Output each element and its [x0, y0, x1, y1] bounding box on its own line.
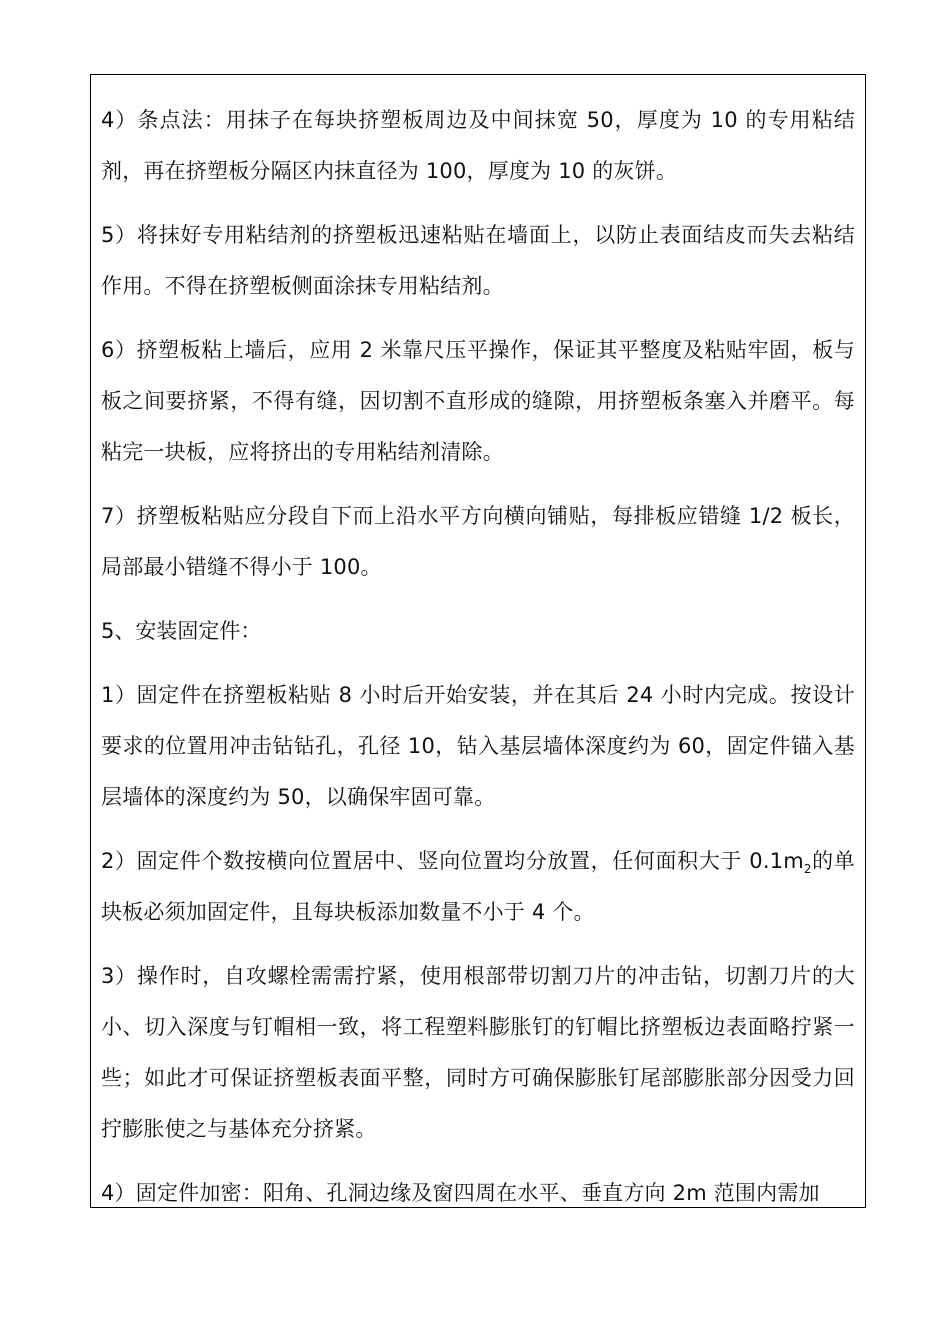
document-body [91, 75, 865, 1208]
paragraph-fastener-4-densify: 4）固定件加密：阳角、孔洞边缘及窗四周在水平、垂直方向 2m 范围内需加 [101, 1181, 820, 1205]
paragraph-step-4-dot-method: 4）条点法：用抹子在每块挤塑板周边及中间抹宽 50，厚度为 10 的专用粘结剂，再在挤塑板分隔区内抹直径为 100，厚度为 10 的灰饼。 [101, 108, 855, 183]
document-frame [90, 74, 866, 1208]
paragraph-step-6-level-board: 6）挤塑板粘上墙后，应用 2 米靠尺压平操作，保证其平整度及粘贴牢固，板与板之间要挤紧，不得有缝，因切割不直形成的缝隙，用挤塑板条塞入并磨平。每粘完一块板，应将挤出的专用粘结剂清除。 [101, 338, 855, 464]
fastener-2-text-part2: 的单块板必须加固定件，且每块板添加数量不小于 4 个。 [101, 849, 855, 924]
paragraph-fastener-1-install-timing: 1）固定件在挤塑板粘贴 8 小时后开始安装，并在其后 24 小时内完成。按设计要求的位置用冲击钻钻孔，孔径 10，钻入基层墙体深度约为 60，固定件锚入基层墙体的深度约为 50，以确保牢固可靠。 [101, 683, 855, 809]
section-heading-install-fasteners: 5、安装固定件： [101, 619, 262, 643]
area-unit-subscript: 2 [803, 862, 812, 877]
paragraph-fastener-3-operation: 3）操作时，自攻螺栓需需拧紧，使用根部带切割刀片的冲击钻，切割刀片的大小、切入深度与钉帽相一致，将工程塑料膨胀钉的钉帽比挤塑板边表面略拧紧一些；如此才可保证挤塑板表面平整，同时方可确保膨胀钉尾部膨胀部分因受力回拧膨胀使之与基体充分挤紧。 [101, 964, 855, 1141]
fastener-2-text-part1: 2）固定件个数按横向位置居中、竖向位置均分放置，任何面积大于 0.1m [101, 849, 804, 873]
paragraph-fastener-2-count [101, 836, 855, 938]
paragraph-step-5-attach-board: 5）将抹好专用粘结剂的挤塑板迅速粘贴在墙面上，以防止表面结皮而失去粘结作用。不得在挤塑板侧面涂抹专用粘结剂。 [101, 223, 855, 298]
paragraph-step-7-staggered-joints: 7）挤塑板粘贴应分段自下而上沿水平方向横向铺贴，每排板应错缝 1/2 板长，局部最小错缝不得小于 100。 [101, 504, 855, 579]
